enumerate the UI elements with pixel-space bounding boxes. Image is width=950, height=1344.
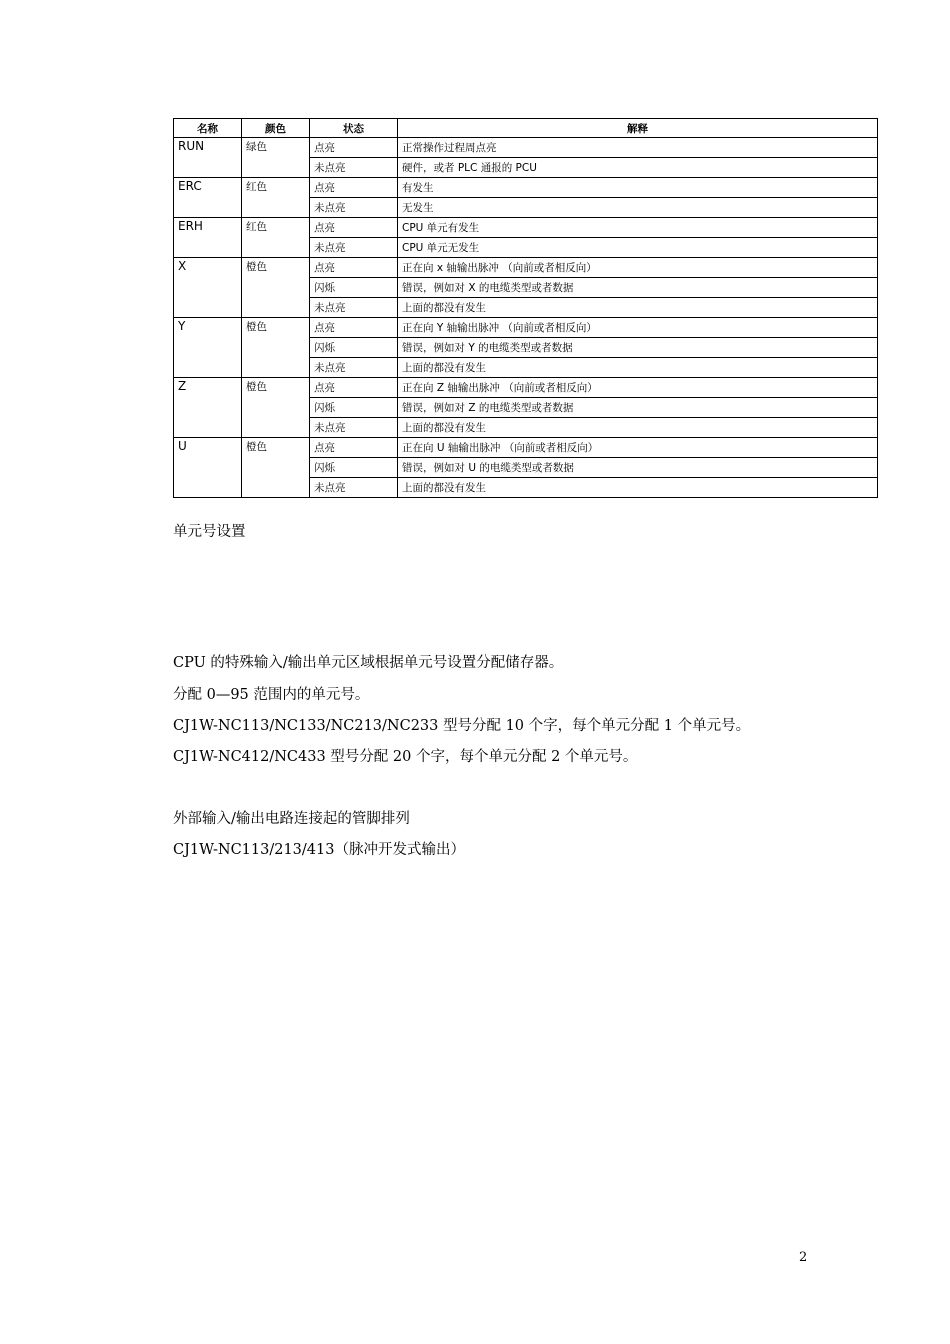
cell-description: 正在向 U 轴输出脉冲 （向前或者相反向） (398, 438, 878, 458)
cell-state: 点亮 (310, 258, 398, 278)
section-heading-unit-number: 单元号设置 (173, 524, 246, 540)
cell-description: 错误，例如对 Y 的电缆类型或者数据 (398, 338, 878, 358)
cell-description: 正在向 Z 轴输出脉冲 （向前或者相反向） (398, 378, 878, 398)
cell-name: ERH (174, 218, 242, 258)
table-header-row (174, 119, 878, 138)
cell-state: 闪烁 (310, 338, 398, 358)
table-row (174, 178, 878, 198)
cell-color: 绿色 (242, 138, 310, 178)
cell-state: 点亮 (310, 438, 398, 458)
table-row (174, 378, 878, 398)
cell-state: 未点亮 (310, 198, 398, 218)
table-row (174, 258, 878, 278)
pin-heading: 外部输入/输出电路连接起的管脚排列 (173, 811, 410, 827)
cell-description: 无发生 (398, 198, 878, 218)
cell-state: 点亮 (310, 218, 398, 238)
table-row (174, 438, 878, 458)
cell-description: 上面的都没有发生 (398, 358, 878, 378)
cell-state: 点亮 (310, 378, 398, 398)
led-indicator-table (173, 118, 878, 498)
header-name: 名称 (174, 119, 242, 138)
table-row (174, 218, 878, 238)
cell-color: 橙色 (242, 438, 310, 498)
cell-name: U (174, 438, 242, 498)
table-row (174, 138, 878, 158)
page-number: 2 (799, 1250, 808, 1265)
cell-state: 闪烁 (310, 278, 398, 298)
paragraph-cpu-memory: CPU 的特殊输入/输出单元区域根据单元号设置分配储存器。 (173, 655, 564, 671)
cell-description: 正常操作过程周点亮 (398, 138, 878, 158)
cell-color: 橙色 (242, 318, 310, 378)
cell-description: 有发生 (398, 178, 878, 198)
cell-state: 点亮 (310, 138, 398, 158)
header-color: 颜色 (242, 119, 310, 138)
header-description: 解释 (398, 119, 878, 138)
cell-description: 硬件，或者 PLC 通报的 PCU (398, 158, 878, 178)
pin-subheading: CJ1W-NC113/213/413（脉冲开发式输出） (173, 842, 465, 858)
cell-color: 橙色 (242, 378, 310, 438)
cell-state: 未点亮 (310, 158, 398, 178)
cell-state: 点亮 (310, 178, 398, 198)
cell-description: 错误，例如对 U 的电缆类型或者数据 (398, 458, 878, 478)
cell-state: 未点亮 (310, 358, 398, 378)
cell-color: 橙色 (242, 258, 310, 318)
cell-color: 红色 (242, 178, 310, 218)
cell-name: RUN (174, 138, 242, 178)
cell-state: 未点亮 (310, 478, 398, 498)
cell-name: Z (174, 378, 242, 438)
cell-name: X (174, 258, 242, 318)
cell-description: 上面的都没有发生 (398, 298, 878, 318)
cell-description: 正在向 Y 轴输出脉冲 （向前或者相反向） (398, 318, 878, 338)
cell-description: CPU 单元无发生 (398, 238, 878, 258)
cell-state: 未点亮 (310, 298, 398, 318)
cell-description: 正在向 x 轴输出脉冲 （向前或者相反向） (398, 258, 878, 278)
cell-state: 闪烁 (310, 398, 398, 418)
paragraph-nc412-models: CJ1W-NC412/NC433 型号分配 20 个字，每个单元分配 2 个单元号。 (173, 749, 638, 765)
header-state: 状态 (310, 119, 398, 138)
cell-color: 红色 (242, 218, 310, 258)
cell-description: 错误，例如对 X 的电缆类型或者数据 (398, 278, 878, 298)
paragraph-unit-range: 分配 0—95 范围内的单元号。 (173, 687, 370, 703)
cell-state: 未点亮 (310, 418, 398, 438)
cell-name: ERC (174, 178, 242, 218)
cell-description: CPU 单元有发生 (398, 218, 878, 238)
cell-state: 点亮 (310, 318, 398, 338)
cell-state: 未点亮 (310, 238, 398, 258)
cell-name: Y (174, 318, 242, 378)
cell-description: 错误，例如对 Z 的电缆类型或者数据 (398, 398, 878, 418)
cell-description: 上面的都没有发生 (398, 418, 878, 438)
cell-state: 闪烁 (310, 458, 398, 478)
table-row (174, 318, 878, 338)
paragraph-nc113-models: CJ1W-NC113/NC133/NC213/NC233 型号分配 10 个字，每个单元分配 1 个单元号。 (173, 718, 751, 734)
cell-description: 上面的都没有发生 (398, 478, 878, 498)
